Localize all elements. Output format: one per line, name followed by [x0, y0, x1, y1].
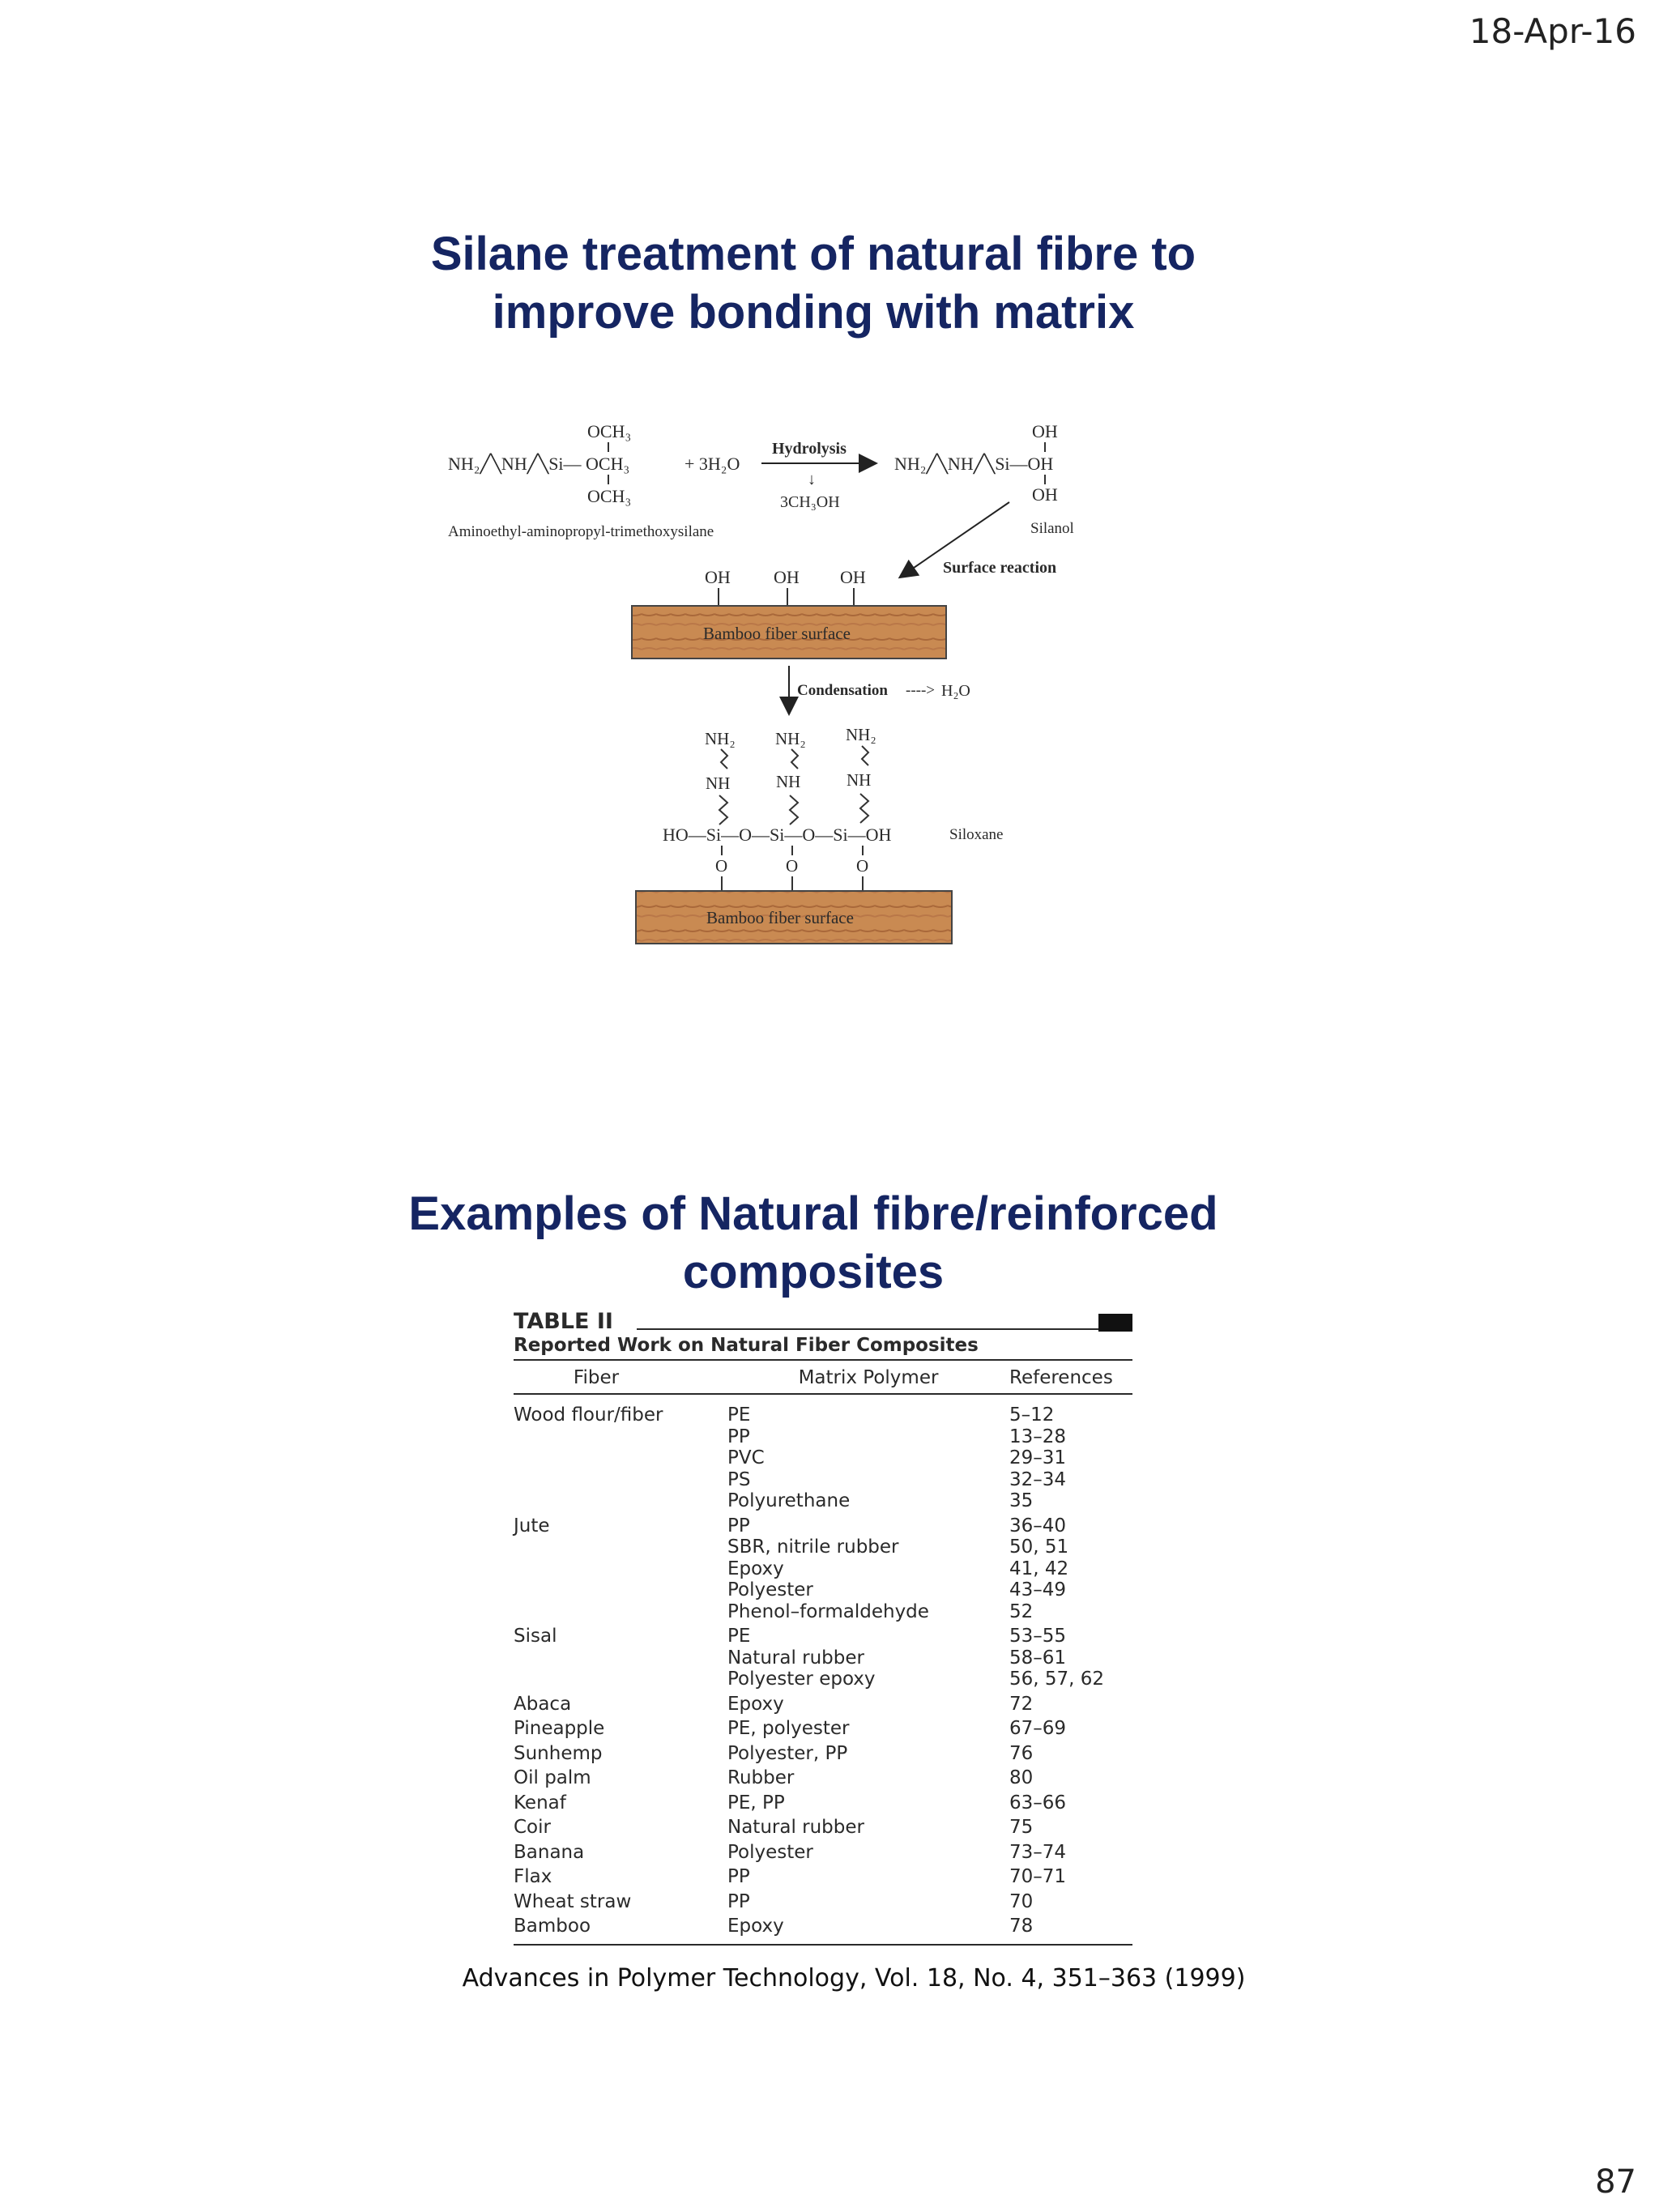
references-cell: 76 [1009, 1742, 1034, 1764]
header-matrix: Matrix Polymer [798, 1367, 939, 1388]
matrix-cell: Polyester, PP [727, 1742, 848, 1764]
table-label: TABLE II [514, 1309, 613, 1334]
table-row [514, 1536, 1132, 1558]
natural-fiber-table [514, 1311, 1132, 1946]
table-row [514, 1891, 1132, 1913]
matrix-cell: Polyester epoxy [727, 1669, 876, 1690]
reactant-formula: NH₂╱╲NH╱╲Si— OCH₃ [448, 454, 630, 474]
siloxane-chain: HO—Si—O—Si—O—Si—OH [663, 825, 892, 845]
fiber-cell: Bamboo [514, 1916, 591, 1937]
fiber-cell: Wheat straw [514, 1890, 632, 1912]
table-row [514, 1558, 1132, 1580]
table-row [514, 1447, 1132, 1469]
nh2-group: NH₂ [846, 725, 876, 744]
matrix-cell: Phenol–formaldehyde [727, 1600, 929, 1622]
references-cell: 70 [1009, 1890, 1034, 1912]
references-cell: 35 [1009, 1490, 1034, 1511]
silanol-formula: NH₂╱╲NH╱╲Si—OH [894, 454, 1054, 474]
fiber-cell: Abaca [514, 1693, 572, 1715]
table-row [514, 1817, 1132, 1839]
references-cell: 36–40 [1009, 1515, 1067, 1536]
page-number: 87 [1595, 2163, 1636, 2201]
fiber-cell [514, 1579, 727, 1601]
table-header [514, 1361, 1132, 1395]
nh-group: NH [706, 774, 731, 793]
table-label-row [514, 1311, 1132, 1333]
oxygen: O [715, 856, 728, 876]
references-cell: 72 [1009, 1693, 1034, 1715]
fiber-cell [514, 1558, 727, 1580]
table-row [514, 1404, 1132, 1426]
matrix-cell: Epoxy [727, 1916, 784, 1937]
citation: Advances in Polymer Technology, Vol. 18, No. 4, 351–363 (1999) [462, 1964, 1246, 1993]
references-cell: 41, 42 [1009, 1558, 1069, 1579]
matrix-cell: PP [727, 1426, 750, 1447]
fiber-cell: Sunhemp [514, 1742, 603, 1764]
matrix-cell: PS [727, 1468, 751, 1490]
water-label: H₂O [941, 682, 970, 700]
fiber-cell [514, 1647, 727, 1669]
down-arrow-icon: ↓ [808, 471, 816, 488]
hydrolysis-label: Hydrolysis [772, 440, 847, 458]
references-cell: 32–34 [1009, 1468, 1067, 1490]
table-row [514, 1490, 1132, 1512]
matrix-cell: Natural rubber [727, 1817, 864, 1838]
condensation-label: Condensation [797, 682, 888, 699]
matrix-cell: PP [727, 1890, 750, 1912]
nh-group: NH [847, 770, 872, 790]
table-marker [1098, 1314, 1132, 1332]
matrix-cell: SBR, nitrile rubber [727, 1536, 899, 1558]
oh-group: OH [705, 567, 731, 587]
och3-top: OCH₃ [587, 421, 632, 441]
fiber-cell: Pineapple [514, 1718, 605, 1739]
oxygen: O [856, 856, 869, 876]
table-row [514, 1426, 1132, 1448]
dashed-arrow-icon: ----> [906, 682, 936, 699]
table-row [514, 1626, 1132, 1647]
title-line: improve bonding with matrix [492, 286, 1135, 339]
fiber-cell: Flax [514, 1866, 552, 1887]
silanol-label: Silanol [1030, 520, 1074, 537]
title-line: Examples of Natural fibre/reinforced [408, 1187, 1218, 1240]
table-rule [637, 1328, 1098, 1330]
references-cell: 13–28 [1009, 1426, 1067, 1447]
section-title-examples [0, 1185, 1643, 1302]
matrix-cell: PE [727, 1626, 751, 1647]
matrix-cell: Polyurethane [727, 1490, 851, 1511]
matrix-cell: PE [727, 1404, 751, 1426]
oxygen: O [786, 856, 799, 876]
matrix-cell: PP [727, 1515, 750, 1536]
fiber-cell: Jute [514, 1515, 550, 1536]
header-fiber: Fiber [573, 1367, 620, 1388]
matrix-cell: PE, PP [727, 1792, 785, 1813]
references-cell: 75 [1009, 1817, 1034, 1838]
references-cell: 67–69 [1009, 1718, 1067, 1739]
table-body [514, 1395, 1132, 1946]
table-row [514, 1669, 1132, 1690]
surface-reaction-label: Surface reaction [943, 559, 1057, 577]
matrix-cell: Epoxy [727, 1558, 784, 1579]
title-line: composites [682, 1246, 945, 1298]
references-cell: 70–71 [1009, 1866, 1067, 1887]
fiber-cell: Oil palm [514, 1767, 591, 1788]
fiber-cell [514, 1426, 727, 1448]
reactant-name: Aminoethyl-aminopropyl-trimethoxysilane [448, 523, 714, 540]
och3-bottom: OCH₃ [587, 486, 632, 506]
fiber-cell [514, 1601, 727, 1623]
table-row [514, 1767, 1132, 1789]
nh-group: NH [776, 772, 801, 791]
header-references: References [1009, 1367, 1113, 1388]
fiber-cell [514, 1469, 727, 1491]
table-row [514, 1469, 1132, 1491]
matrix-cell: Polyester [727, 1579, 813, 1600]
table-row [514, 1916, 1132, 1937]
oh-top: OH [1032, 421, 1058, 441]
matrix-cell: PP [727, 1866, 750, 1887]
references-cell: 5–12 [1009, 1404, 1055, 1426]
nh2-group: NH₂ [705, 729, 736, 748]
fiber-cell [514, 1490, 727, 1512]
table-subtitle: Reported Work on Natural Fiber Composites [514, 1333, 1132, 1361]
fiber-cell: Wood flour/fiber [514, 1404, 663, 1426]
fiber-cell [514, 1447, 727, 1469]
methanol: 3CH₃OH [780, 493, 840, 511]
oh-group: OH [840, 567, 866, 587]
fiber-cell: Sisal [514, 1626, 557, 1647]
matrix-cell: PE, polyester [727, 1718, 850, 1739]
matrix-cell: Polyester [727, 1841, 813, 1863]
plus-water: + 3H₂O [684, 454, 740, 474]
slide-date: 18-Apr-16 [1469, 11, 1636, 51]
references-cell: 80 [1009, 1767, 1034, 1788]
table-row [514, 1515, 1132, 1537]
references-cell: 78 [1009, 1916, 1034, 1937]
table-row [514, 1694, 1132, 1715]
references-cell: 63–66 [1009, 1792, 1067, 1813]
references-cell: 53–55 [1009, 1626, 1067, 1647]
references-cell: 50, 51 [1009, 1536, 1069, 1558]
matrix-cell: Natural rubber [727, 1647, 864, 1669]
siloxane-label: Siloxane [949, 826, 1004, 843]
fiber-cell: Banana [514, 1841, 585, 1863]
references-cell: 56, 57, 62 [1009, 1669, 1105, 1690]
fiber-cell: Kenaf [514, 1792, 566, 1813]
oh-bottom: OH [1032, 484, 1058, 505]
title-line: Silane treatment of natural fibre to [430, 228, 1196, 280]
table-row [514, 1718, 1132, 1740]
fiber-cell [514, 1669, 727, 1690]
table-row [514, 1842, 1132, 1864]
references-cell: 73–74 [1009, 1841, 1067, 1863]
table-row [514, 1647, 1132, 1669]
surface-label: Bamboo fiber surface [703, 624, 851, 643]
oh-group: OH [774, 567, 800, 587]
references-cell: 52 [1009, 1600, 1034, 1622]
table-row [514, 1579, 1132, 1601]
references-cell: 58–61 [1009, 1647, 1067, 1669]
table-row [514, 1601, 1132, 1623]
matrix-cell: Rubber [727, 1767, 795, 1788]
table-row [514, 1792, 1132, 1814]
silane-reaction-diagram [0, 0, 1659, 1053]
surface-label: Bamboo fiber surface [706, 908, 854, 927]
nh2-group: NH₂ [775, 729, 806, 748]
matrix-cell: PVC [727, 1447, 765, 1468]
table-row [514, 1866, 1132, 1888]
fiber-cell: Coir [514, 1817, 551, 1838]
matrix-cell: Epoxy [727, 1693, 784, 1715]
fiber-cell [514, 1536, 727, 1558]
references-cell: 43–49 [1009, 1579, 1067, 1600]
references-cell: 29–31 [1009, 1447, 1067, 1468]
table-row [514, 1743, 1132, 1765]
